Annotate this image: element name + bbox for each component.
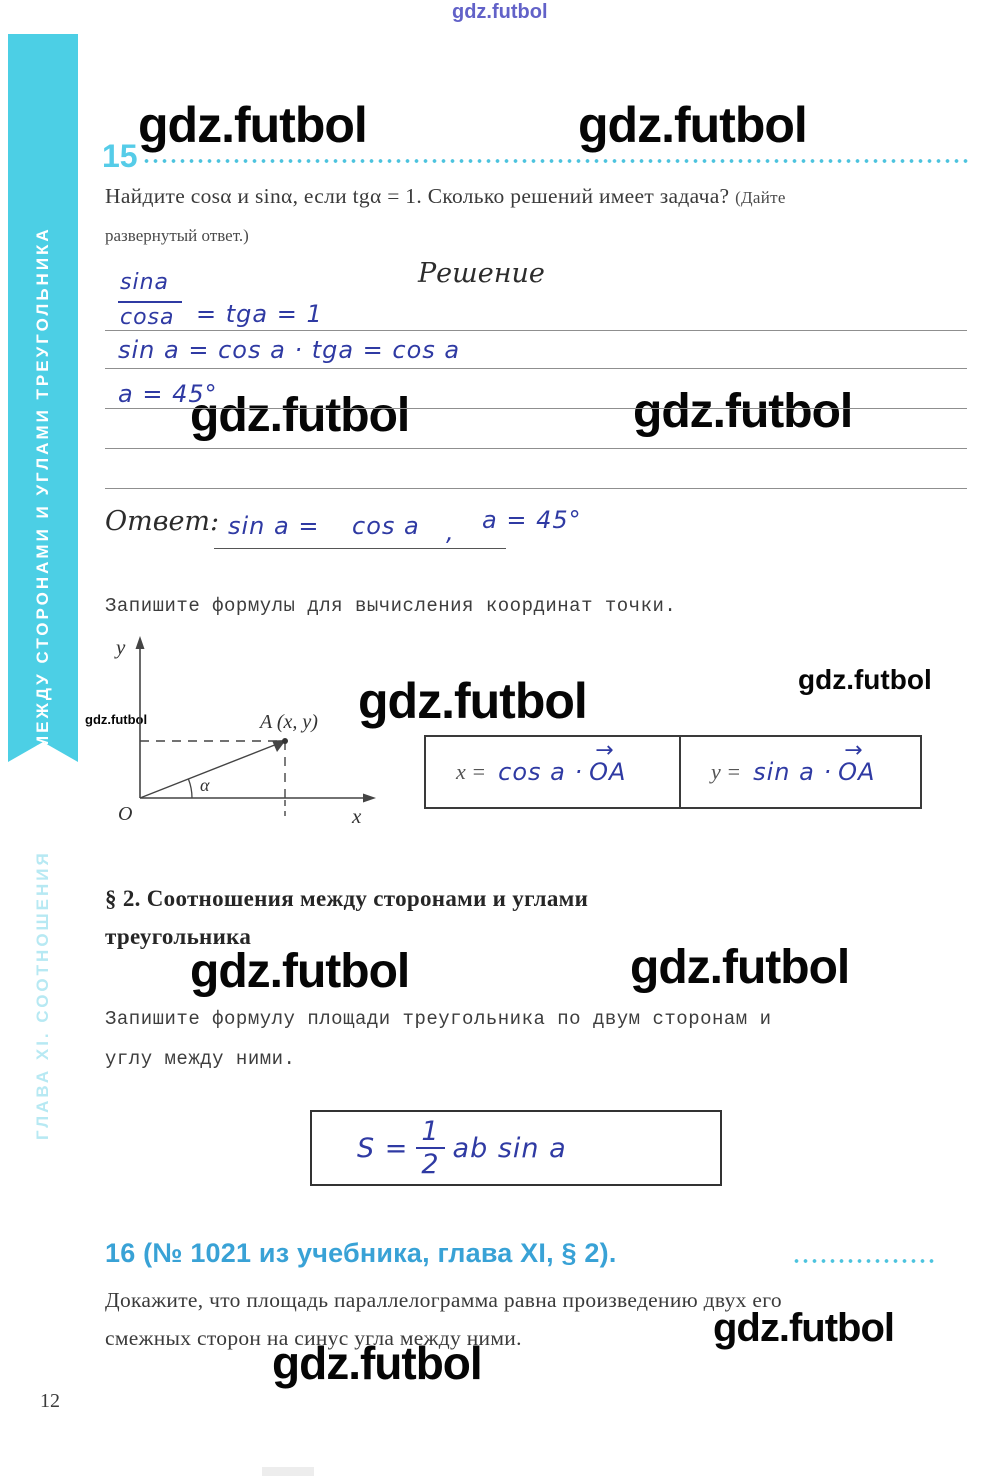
solution-fraction-bar (118, 301, 182, 303)
watermark: gdz.futbol (190, 945, 410, 998)
task-15-problem-line1 (105, 184, 786, 209)
angle-arc (188, 779, 192, 798)
answer-underline (214, 548, 506, 549)
ruled-line (105, 330, 967, 331)
origin-label: O (118, 803, 133, 825)
fraction-denominator: 2 (421, 1149, 440, 1180)
task-16-problem-line1: Докажите, что площадь параллелограмма равна произведению двух его (105, 1288, 782, 1312)
point-A-label: A (x, y) (260, 711, 318, 733)
solution-fraction-denominator: cosa (120, 305, 175, 330)
vector-arrow-icon: → (844, 738, 864, 763)
section2-heading-line1: § 2. Соотношения между сторонами и углами (105, 886, 589, 911)
watermark: gdz.futbol (358, 673, 587, 729)
coords-instruction: Запишите формулы для вычисления координат точки. (105, 595, 677, 617)
watermark: gdz.futbol (713, 1306, 895, 1350)
task-16-dotted-rule (792, 1258, 935, 1264)
x-axis-label: x (352, 804, 362, 828)
formula-x-handwritten: cos a · (498, 758, 584, 786)
fraction-numerator: 1 (416, 1118, 444, 1149)
task-15-problem-line2: развернутый ответ.) (105, 226, 249, 245)
task-15-problem-note: (Дайте (735, 188, 786, 207)
watermark: gdz.futbol (798, 664, 932, 695)
answer-part2: cos a (352, 512, 420, 540)
point-A (282, 738, 288, 744)
watermark: gdz.futbol (190, 389, 410, 442)
section2-heading-line2: треугольника (105, 924, 252, 949)
watermark: gdz.futbol (272, 1337, 482, 1389)
formula-x-cell (426, 737, 681, 807)
page-number: 12 (40, 1390, 60, 1412)
area-formula-rhs: ab sin a (452, 1132, 567, 1164)
solution-line3: a = 45° (118, 380, 218, 408)
y-axis-arrow-icon (136, 636, 145, 649)
area-formula-box (310, 1110, 722, 1186)
area-formula-fraction (416, 1118, 444, 1178)
section2-instruction-line2: углу между ними. (105, 1048, 296, 1070)
formula-y-printed: y = (711, 759, 742, 784)
formula-y-cell (681, 737, 920, 807)
watermark-small: gdz.futbol (85, 712, 148, 727)
formula-y-vector-label: OA (838, 758, 876, 786)
scan-artifact-bar (262, 1467, 314, 1476)
watermark: gdz.futbol (630, 941, 850, 994)
solution-heading: Решение (418, 258, 545, 289)
chapter-title-light-part: ГЛАВА XI. СООТНОШЕНИЯ (33, 850, 52, 1140)
coordinate-formulas-box (424, 735, 922, 809)
formula-x-printed: x = (456, 759, 487, 784)
area-formula-lhs: S = (357, 1132, 409, 1164)
coordinate-diagram (80, 628, 390, 833)
task-15-problem-text: Найдите cosα и sinα, если tgα = 1. Сколько решений имеет задача? (105, 184, 730, 208)
watermark-top: gdz.futbol (452, 1, 548, 23)
task-16-problem-line2: смежных сторон на синус угла между ними. (105, 1326, 522, 1350)
task-15-number: 15 (102, 138, 138, 174)
task-16-heading: 16 (№ 1021 из учебника, глава XI, § 2). (105, 1238, 617, 1268)
watermark: gdz.futbol (633, 385, 853, 438)
answer-label: Ответ: (105, 506, 220, 537)
angle-label: α (200, 775, 210, 795)
task-15-dotted-rule (142, 158, 968, 164)
solution-line2: sin a = cos a · tga = cos a (118, 336, 461, 364)
watermark: gdz.futbol (578, 97, 807, 153)
solution-line1-rest: = tga = 1 (196, 300, 323, 328)
section2-instruction-line1: Запишите формулу площади треугольника по двум сторонам и (105, 1008, 772, 1030)
ruled-line (105, 488, 967, 489)
formula-x-vector (589, 738, 627, 786)
ruled-line (105, 368, 967, 369)
radius-vector (140, 743, 281, 799)
answer-comma: , (446, 518, 455, 546)
chapter-title-dark-part: МЕЖДУ СТОРОНАМИ И УГЛАМИ ТРЕУГОЛЬНИКА (33, 226, 52, 750)
formula-y-handwritten: sin a · (753, 758, 833, 786)
answer-part3: a = 45° (482, 506, 582, 534)
answer-part1: sin a = (228, 512, 320, 540)
formula-x-vector-label: OA (589, 758, 627, 786)
watermark: gdz.futbol (138, 97, 367, 153)
x-axis-arrow-icon (363, 794, 376, 803)
ruled-line (105, 408, 967, 409)
solution-fraction-numerator: sina (120, 270, 169, 295)
formula-y-vector (838, 738, 876, 786)
y-axis-label: y (116, 635, 126, 659)
ruled-line (105, 448, 967, 449)
vector-arrow-icon: → (595, 738, 615, 763)
